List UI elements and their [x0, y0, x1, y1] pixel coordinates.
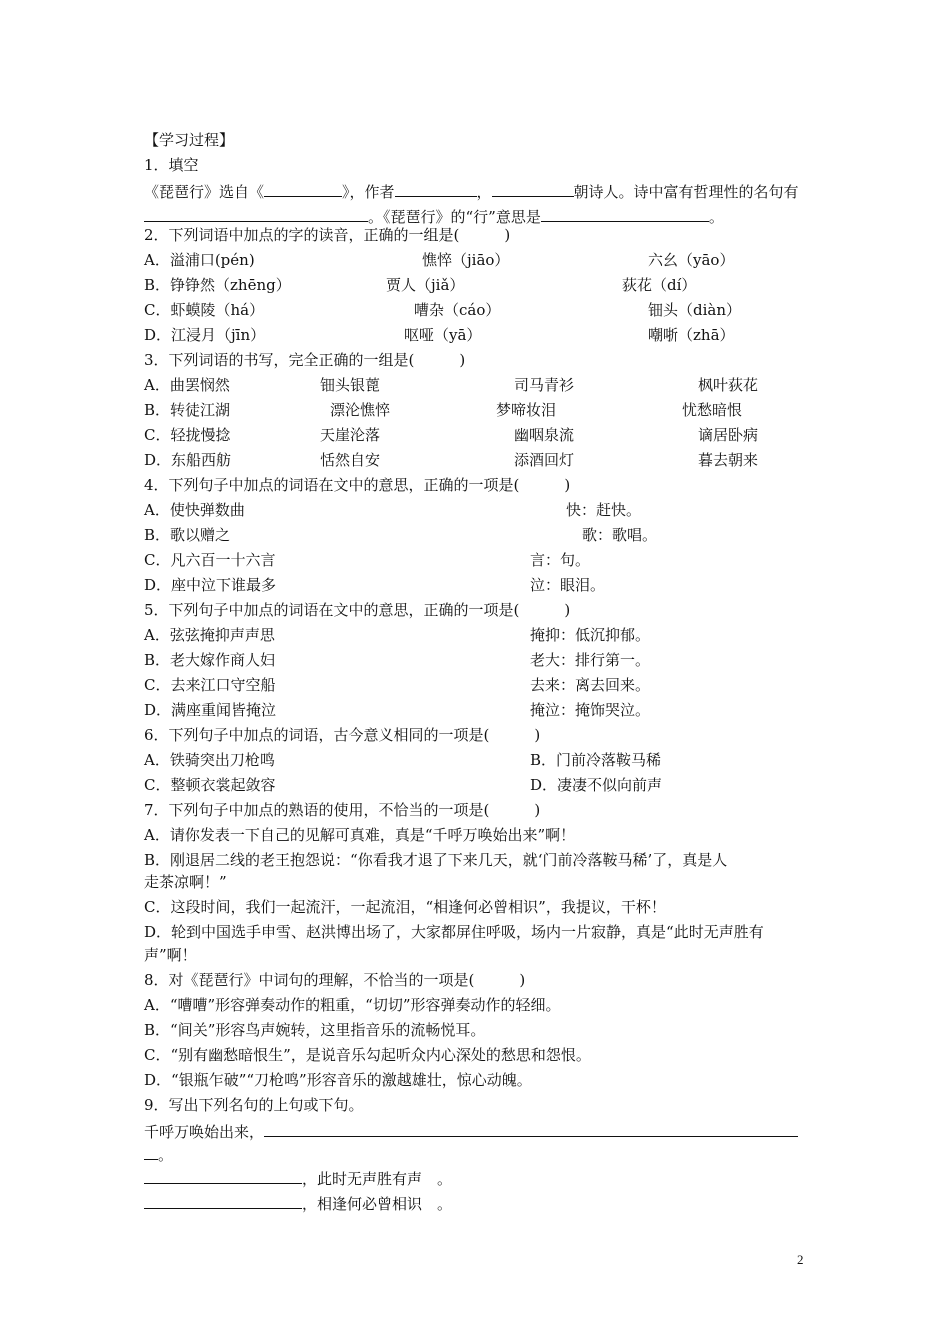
q1-blank-dynasty[interactable]: [492, 180, 574, 197]
q5-title: 5．下列句子中加点的词语在文中的意思，正确的一项是( ): [144, 601, 571, 619]
q9-line4: [144, 1192, 452, 1214]
q3-b-1: B．转徒江湖: [144, 401, 231, 419]
q2-d-2: 呕哑（yā）: [404, 326, 482, 344]
q4-c-sentence: C．凡六百一十六言: [144, 551, 276, 569]
q4-a-sentence: A．使快弹数曲: [144, 501, 245, 519]
q5-c-meaning: 去来：离去回来。: [530, 676, 651, 694]
q4-b-sentence: B．歌以赠之: [144, 526, 231, 544]
q3-a-3: 司马青衫: [514, 376, 575, 394]
q1-text-a: 《琵琶行》选自《: [144, 183, 265, 201]
q7-option-c: C．这段时间，我们一起流汗，一起流泪，“相逢何必曾相识”，我提议，干杯！: [144, 898, 666, 916]
q3-c-2: 天崖沦落: [320, 426, 381, 444]
q9-prompt-3: ，相逢何必曾相识 。: [302, 1195, 453, 1213]
q6-option-b: B．门前冷落鞍马稀: [530, 751, 662, 769]
q3-b-4: 忧愁暗恨: [682, 401, 743, 419]
q3-d-3: 添酒回灯: [514, 451, 575, 469]
q2-title: 2．下列词语中加点的字的读音，正确的一组是( ): [144, 226, 511, 244]
q2-a-1: A．溢浦口(pén): [144, 251, 255, 269]
q5-a-meaning: 掩抑：低沉抑郁。: [530, 626, 651, 644]
q1-blank-book[interactable]: [264, 180, 342, 197]
q7-option-d: D．轮到中国选手申雪、赵洪博出场了，大家都屏住呼吸，场内一片寂静，真是“此时无声胜有: [144, 923, 764, 941]
q1-blank-author[interactable]: [395, 180, 477, 197]
q2-c-3: 钿头（diàn）: [648, 301, 742, 319]
q8-option-c: C．“别有幽愁暗恨生”，是说音乐勾起听众内心深处的愁思和怨恨。: [144, 1046, 591, 1064]
q5-d-meaning: 掩泣：掩饰哭泣。: [530, 701, 651, 719]
q2-c-2: 嘈杂（cáo）: [414, 301, 501, 319]
q3-a-2: 钿头银蓖: [320, 376, 381, 394]
q9-prompt-1: 千呼万唤始出来，: [144, 1123, 265, 1141]
q7-option-b-cont: 走茶凉啊！”: [144, 873, 227, 891]
q3-d-2: 恬然自安: [320, 451, 381, 469]
q6-option-c: C．整顿衣裳起敛容: [144, 776, 276, 794]
q9-prompt-2: ，此时无声胜有声 。: [302, 1170, 453, 1188]
q3-d-1: D．东船西舫: [144, 451, 232, 469]
q3-b-3: 梦啼妆泪: [496, 401, 557, 419]
q9-blank-3[interactable]: [144, 1192, 302, 1209]
q9-blank-2[interactable]: [144, 1167, 302, 1184]
q4-d-sentence: D．座中泣下谁最多: [144, 576, 277, 594]
q1-line2: [144, 205, 724, 227]
q4-b-meaning: 歌：歌唱。: [582, 526, 658, 544]
q1-text-f: 。: [708, 208, 724, 226]
q2-d-1: D．江浸月（jīn）: [144, 326, 266, 344]
page-number: 2: [797, 1252, 804, 1267]
q9-title: 9．写出下列名句的上句或下句。: [144, 1096, 364, 1114]
q3-a-4: 枫叶荻花: [698, 376, 759, 394]
q5-b-sentence: B．老大嫁作商人妇: [144, 651, 276, 669]
q2-a-3: 六幺（yāo）: [648, 251, 735, 269]
q8-option-b: B．“间关”形容鸟声婉转，这里指音乐的流畅悦耳。: [144, 1021, 486, 1039]
q5-b-meaning: 老大：排行第一。: [530, 651, 651, 669]
q1-blank-meaning[interactable]: [541, 205, 709, 222]
q9-line3: [144, 1167, 452, 1189]
q9-blank-1[interactable]: [264, 1120, 798, 1137]
q6-title: 6．下列句子中加点的词语，古今意义相同的一项是( ): [144, 726, 541, 744]
q2-a-2: 憔悴（jiāo）: [422, 251, 510, 269]
q1-line1: [144, 180, 799, 202]
q1-text-d: 朝诗人。诗中富有哲理性的名句有: [573, 183, 799, 201]
q2-b-3: 荻花（dí）: [622, 276, 697, 294]
q4-a-meaning: 快：赶快。: [566, 501, 642, 519]
q2-b-1: B．铮铮然（zhēng）: [144, 276, 291, 294]
q4-title: 4．下列句子中加点的词语在文中的意思，正确的一项是( ): [144, 476, 571, 494]
q4-c-meaning: 言：句。: [530, 551, 591, 569]
q1-text-e: 。《琵琶行》的“行”意思是: [368, 208, 541, 226]
q3-a-1: A．曲罢悯然: [144, 376, 230, 394]
q3-c-4: 谪居卧病: [698, 426, 759, 444]
q2-c-1: C．虾蟆陵（há）: [144, 301, 265, 319]
q7-option-d-cont: 声”啊！: [144, 946, 197, 964]
q1-text-b: 》，作者: [342, 183, 395, 201]
q3-d-4: 暮去朝来: [698, 451, 759, 469]
q6-option-d: D．凄凄不似向前声: [530, 776, 663, 794]
q4-d-meaning: 泣：眼泪。: [530, 576, 606, 594]
q8-option-d: D．“银瓶乍破”“刀枪鸣”形容音乐的激越雄壮，惊心动魄。: [144, 1071, 532, 1089]
q1-blank-quote[interactable]: [144, 205, 368, 222]
q9-line2: [144, 1143, 173, 1165]
q5-a-sentence: A．弦弦掩抑声声思: [144, 626, 275, 644]
q1-title: 1．填空: [144, 156, 199, 174]
q7-option-b: B．刚退居二线的老王抱怨说：“你看我才退了下来几天，就‘门前冷落鞍马稀’了，真是人: [144, 851, 728, 869]
q9-blank-1-cont[interactable]: [144, 1143, 158, 1160]
q5-c-sentence: C．去来江口守空船: [144, 676, 276, 694]
q7-title: 7．下列句子中加点的熟语的使用，不恰当的一项是( ): [144, 801, 541, 819]
q7-option-a: A．请你发表一下自己的见解可真难，真是“千呼万唤始出来”啊！: [144, 826, 576, 844]
q3-b-2: 漂沦憔悴: [330, 401, 391, 419]
q9-line1: [144, 1120, 798, 1142]
section-header: 【学习过程】: [144, 131, 235, 149]
q8-title: 8．对《琵琶行》中词句的理解，不恰当的一项是( ): [144, 971, 526, 989]
q3-c-3: 幽咽泉流: [514, 426, 575, 444]
q2-d-3: 嘲哳（zhā）: [648, 326, 735, 344]
q3-title: 3．下列词语的书写，完全正确的一组是( ): [144, 351, 466, 369]
q3-c-1: C．轻拢慢捻: [144, 426, 231, 444]
q5-d-sentence: D．满座重闻皆掩泣: [144, 701, 277, 719]
q6-option-a: A．铁骑突出刀枪鸣: [144, 751, 275, 769]
q1-text-c: ，: [476, 183, 492, 201]
q9-line2-end: 。: [158, 1146, 174, 1164]
q2-b-2: 贾人（jiǎ）: [386, 276, 465, 294]
q8-option-a: A．“嘈嘈”形容弹奏动作的粗重，“切切”形容弹奏动作的轻细。: [144, 996, 561, 1014]
